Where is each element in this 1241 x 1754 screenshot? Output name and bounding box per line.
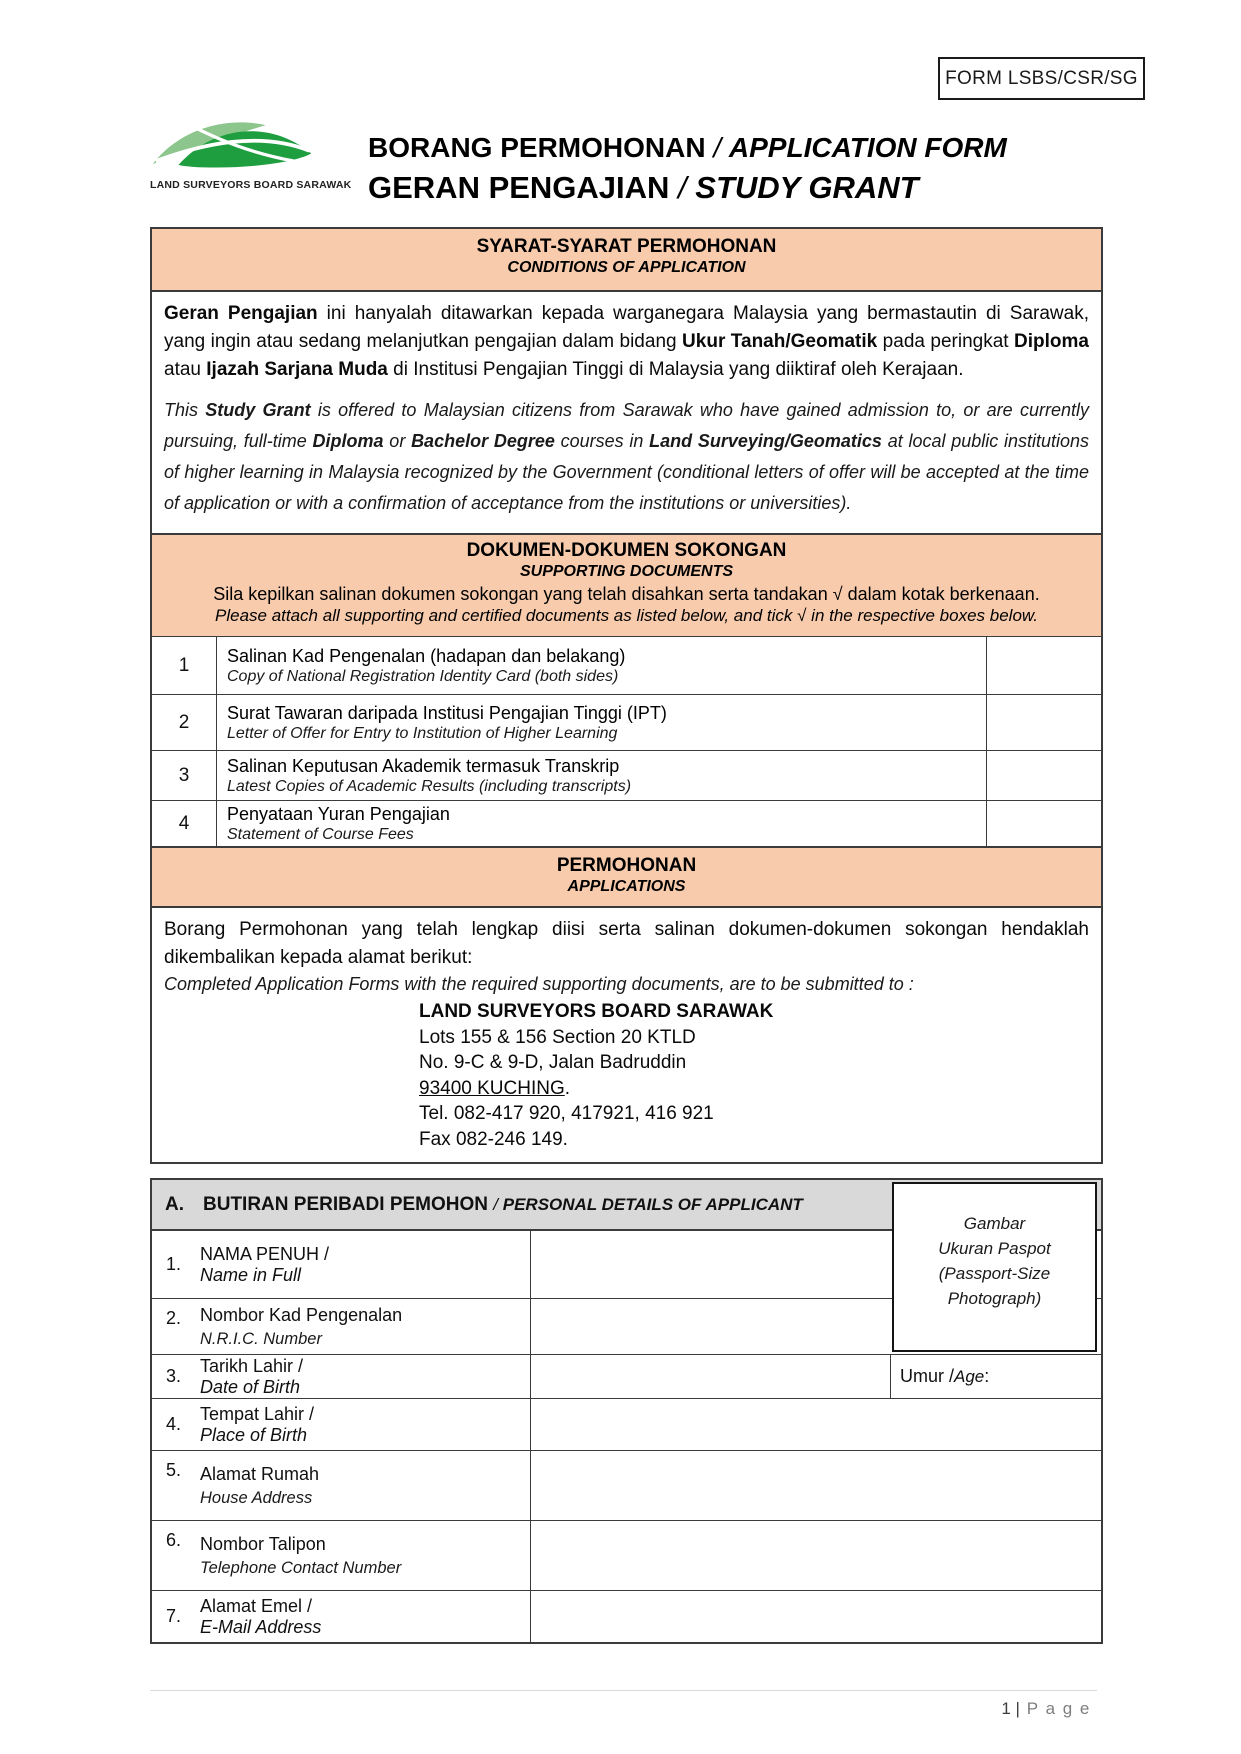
field-label-ms: Alamat Rumah [200,1463,320,1484]
document-description-en: Letter of Offer for Entry to Institution of Higher Learning [227,725,618,742]
land-surveyors-logo-icon [150,114,316,176]
documents-header-ms: DOKUMEN-DOKUMEN SOKONGAN [466,540,787,561]
document-number: 4 [152,801,217,846]
field-label-en: Telephone Contact Number [200,1558,402,1577]
applications-header [152,846,1101,906]
page-footer [150,1690,1097,1719]
page-word: Page [1026,1699,1097,1718]
field-row-place-of-birth [152,1398,1101,1450]
conditions-header-ms: SYARAT-SYARAT PERMOHONAN [476,236,777,257]
field-number: 7. [166,1606,182,1626]
field-number: 1. [166,1254,182,1274]
document-number: 3 [152,751,217,800]
conditions-body [152,290,1101,533]
document-description [217,695,986,750]
field-label-place-of-birth: Tempat Lahir / Place of Birth [200,1403,315,1445]
supporting-documents-header [152,533,1101,636]
address-fax: Fax 082-246 149. [419,1128,568,1150]
section-a-title: BUTIRAN PERIBADI PEMOHON / PERSONAL DETAILS OF APPLICANT [203,1193,803,1215]
submission-address [419,999,1089,1152]
tick-box-4[interactable] [986,801,1101,846]
page-number: 1 | [1001,1699,1020,1718]
section-a-label: A. [165,1193,184,1215]
title-line2: GERAN PENGAJIAN / STUDY GRANT [368,170,919,205]
address-organisation: LAND SURVEYORS BOARD SARAWAK [419,1001,774,1022]
field-row-house-address [152,1450,1101,1520]
document-title [368,130,1007,208]
field-number: 5. [166,1460,182,1480]
document-number: 2 [152,695,217,750]
document-row-3 [152,750,1101,800]
input-cell-telephone-number[interactable] [530,1521,1101,1590]
applications-header-ms: PERMOHONAN [556,855,697,876]
documents-note-en: Please attach all supporting and certified documents as listed below, and tick √ in the respective boxes below. [215,606,1038,625]
field-number: 6. [166,1530,182,1550]
input-cell-house-address[interactable] [530,1451,1101,1520]
conditions-table [150,227,1103,1164]
photo-box-line: (Passport-Size [938,1264,1051,1283]
address-line-2: No. 9-C & 9-D, Jalan Badruddin [419,1052,687,1073]
address-line-1: Lots 155 & 156 Section 20 KTLD [419,1026,696,1048]
photo-box-line: Gambar [963,1214,1026,1233]
document-description-en: Statement of Course Fees [227,826,414,843]
field-label-ms: Nombor Kad Pengenalan [200,1304,403,1325]
photo-box-line: Ukuran Paspot [938,1239,1051,1258]
document-description-ms: Salinan Keputusan Akademik termasuk Transkrip [227,756,620,776]
field-label-email: Alamat Emel / E-Mail Address [200,1595,322,1637]
logo [150,114,352,191]
tick-box-1[interactable] [986,637,1101,694]
tick-box-2[interactable] [986,695,1101,750]
tick-box-3[interactable] [986,751,1101,800]
input-cell-date-of-birth[interactable] [530,1355,890,1398]
field-row-date-of-birth [152,1354,1101,1398]
applications-body-en: Completed Application Forms with the required supporting documents, are to be submitted to : [164,974,914,994]
field-label-en: House Address [200,1488,313,1507]
logo-caption: LAND SURVEYORS BOARD SARAWAK [150,179,352,191]
input-cell-place-of-birth[interactable] [530,1399,1101,1450]
document-number: 1 [152,637,217,694]
applications-body [152,906,1101,1162]
field-label-ms: Nombor Talipon [200,1533,326,1554]
conditions-paragraph-en: This Study Grant is offered to Malaysian citizens from Sarawak who have gained admission to, or are currently pursuing, full-time Diploma or Bachelor Degree courses in Land Surveying/Geomatics at local public institutions of higher learning in Malaysia recognized by the Government (conditional letters of offer will be accepted at the time of application or with a confirmation of acceptance from the institutions or universities). [164,400,1090,513]
address-city: 93400 KUCHING. [419,1077,571,1099]
passport-photo-box [892,1182,1097,1352]
form-code-text: FORM LSBS/CSR/SG [945,67,1138,89]
conditions-header [152,229,1101,290]
field-row-email [152,1590,1101,1642]
field-number: 3. [166,1366,182,1386]
address-telephone: Tel. 082-417 920, 417921, 416 921 [419,1103,714,1124]
document-row-1 [152,636,1101,694]
title-line1: BORANG PERMOHONAN / APPLICATION FORM [368,132,1007,163]
field-label-telephone [200,1521,530,1590]
document-description [217,637,986,694]
document-description-en: Latest Copies of Academic Results (including transcripts) [227,778,632,795]
field-label-en: N.R.I.C. Number [200,1329,322,1348]
document-row-2 [152,694,1101,750]
field-label-house-address [200,1451,530,1520]
input-cell-email-address[interactable] [530,1591,1101,1642]
field-label-nric [200,1299,530,1354]
photo-box-line: Photograph) [947,1289,1042,1308]
document-description-ms: Salinan Kad Pengenalan (hadapan dan belakang) [227,646,626,666]
documents-note-ms: Sila kepilkan salinan dokumen sokongan yang telah disahkan serta tandakan √ dalam kotak berkenaan. [213,584,1040,604]
field-label-name: NAMA PENUH / Name in Full [200,1243,330,1285]
age-label-cell[interactable]: Umur / Age : [890,1355,1101,1398]
field-label-date-of-birth: Tarikh Lahir / Date of Birth [200,1355,304,1397]
document-description-en: Copy of National Registration Identity Card (both sides) [227,668,619,685]
document-row-4 [152,800,1101,846]
field-number: 2. [166,1308,182,1328]
conditions-paragraph-ms: Geran Pengajian ini hanyalah ditawarkan kepada warganegara Malaysia yang bermastautin di Sarawak, yang ingin atau sedang melanjutkan pengajian dalam bidang Ukur Tanah/Geomatik pada peringkat Diploma atau Ijazah Sarjana Muda di Institusi Pengajian Tinggi di Malaysia yang diiktiraf oleh Kerajaan. [164,303,1089,380]
field-row-telephone [152,1520,1101,1590]
applications-header-en: APPLICATIONS [567,878,686,895]
applications-body-ms: Borang Permohonan yang telah lengkap diisi serta salinan dokumen-dokumen sokongan hendaklah dikembalikan kepada alamat berikut: [164,919,1089,968]
documents-header-en: SUPPORTING DOCUMENTS [519,563,734,580]
conditions-header-en: CONDITIONS OF APPLICATION [507,259,746,276]
document-description-ms: Penyataan Yuran Pengajian [227,804,450,824]
document-description-ms: Surat Tawaran daripada Institusi Pengajian Tinggi (IPT) [227,703,667,723]
field-number: 4. [166,1414,182,1434]
document-description [217,801,986,846]
form-code-box [938,57,1145,100]
document-description [217,751,986,800]
